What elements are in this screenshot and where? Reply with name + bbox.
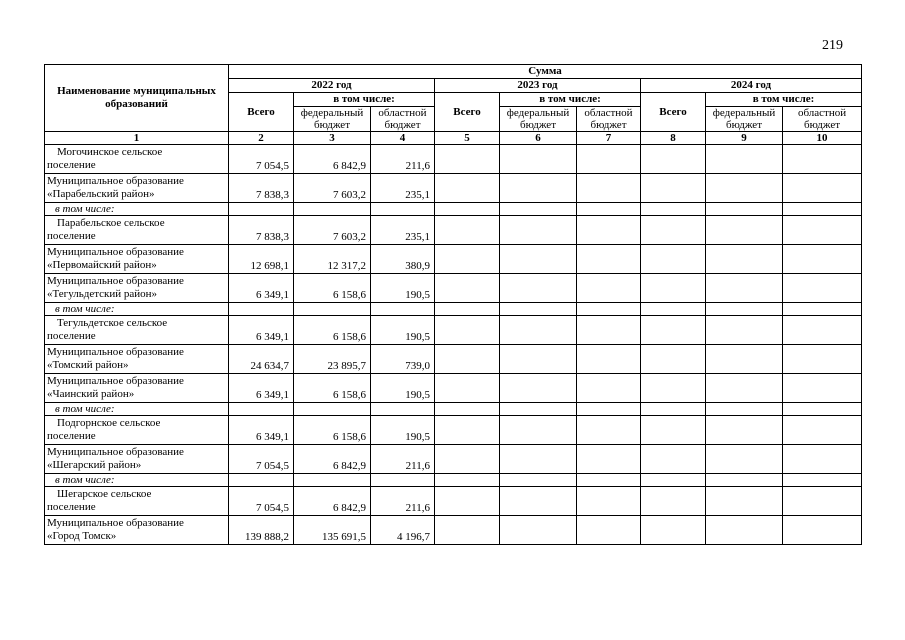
empty-cell <box>500 416 577 445</box>
federal-header-2023: федеральный бюджет <box>500 107 577 132</box>
empty-cell <box>783 245 862 274</box>
empty-cell <box>783 416 862 445</box>
municipality-name-line: поселение <box>47 501 96 513</box>
empty-cell <box>500 245 577 274</box>
empty-cell <box>641 403 706 416</box>
total-header-2023: Всего <box>435 93 500 132</box>
total-2022-value: 7 838,3 <box>229 216 294 245</box>
regional-2022-value: 190,5 <box>371 374 435 403</box>
empty-cell <box>500 174 577 203</box>
column-number: 9 <box>706 132 783 145</box>
empty-cell <box>641 303 706 316</box>
year-2024-header: 2024 год <box>641 79 862 93</box>
empty-cell <box>706 403 783 416</box>
regional-header-2022: областной бюджет <box>371 107 435 132</box>
table-row <box>45 274 862 303</box>
empty-cell <box>500 145 577 174</box>
regional-2022-value: 211,6 <box>371 445 435 474</box>
empty-cell <box>229 203 294 216</box>
including-label: в том числе: <box>45 403 229 416</box>
empty-cell <box>783 474 862 487</box>
column-number: 5 <box>435 132 500 145</box>
empty-cell <box>783 403 862 416</box>
empty-cell <box>294 474 371 487</box>
municipality-name-line: «Первомайский район» <box>47 259 157 271</box>
empty-cell <box>577 145 641 174</box>
municipality-name <box>45 145 229 174</box>
empty-cell <box>294 403 371 416</box>
regional-2022-value: 190,5 <box>371 274 435 303</box>
municipality-name <box>45 487 229 516</box>
federal-2022-value: 6 842,9 <box>294 445 371 474</box>
column-number: 7 <box>577 132 641 145</box>
empty-cell <box>641 203 706 216</box>
municipality-name-line: «Город Томск» <box>47 530 117 542</box>
regional-2022-value: 235,1 <box>371 174 435 203</box>
empty-cell <box>641 316 706 345</box>
total-2022-value: 7 054,5 <box>229 145 294 174</box>
total-2022-value: 7 054,5 <box>229 487 294 516</box>
total-header-2024: Всего <box>641 93 706 132</box>
empty-cell <box>577 516 641 545</box>
empty-cell <box>500 203 577 216</box>
empty-cell <box>783 174 862 203</box>
empty-cell <box>500 316 577 345</box>
empty-cell <box>435 303 500 316</box>
empty-cell <box>641 245 706 274</box>
municipality-name-line: Муниципальное образование <box>47 175 184 187</box>
empty-cell <box>577 274 641 303</box>
municipality-name-line: Муниципальное образование <box>47 346 184 358</box>
empty-cell <box>783 216 862 245</box>
municipality-name-line: Тегульдетское сельское <box>57 317 168 329</box>
regional-2022-value: 4 196,7 <box>371 516 435 545</box>
including-label: в том числе: <box>45 303 229 316</box>
municipality-name-line: Муниципальное образование <box>47 446 184 458</box>
empty-cell <box>706 416 783 445</box>
municipality-name-line: Муниципальное образование <box>47 517 184 529</box>
empty-cell <box>783 445 862 474</box>
empty-cell <box>641 274 706 303</box>
total-2022-value: 7 054,5 <box>229 445 294 474</box>
empty-cell <box>641 145 706 174</box>
federal-2022-value: 12 317,2 <box>294 245 371 274</box>
federal-2022-value: 6 842,9 <box>294 145 371 174</box>
including-label: в том числе: <box>45 474 229 487</box>
empty-cell <box>706 516 783 545</box>
federal-2022-value: 6 158,6 <box>294 316 371 345</box>
table-row <box>45 145 862 174</box>
empty-cell <box>706 174 783 203</box>
federal-2022-value: 6 842,9 <box>294 487 371 516</box>
municipality-name-line: Муниципальное образование <box>47 375 184 387</box>
empty-cell <box>435 245 500 274</box>
empty-cell <box>500 445 577 474</box>
empty-cell <box>783 316 862 345</box>
empty-cell <box>641 374 706 403</box>
including-row <box>45 303 862 316</box>
empty-cell <box>641 487 706 516</box>
municipality-name-line: «Парабельский район» <box>47 188 155 200</box>
municipality-name <box>45 274 229 303</box>
empty-cell <box>577 374 641 403</box>
municipality-name <box>45 316 229 345</box>
municipality-name-line: Подгорнское сельское <box>57 417 161 429</box>
column-number: 6 <box>500 132 577 145</box>
empty-cell <box>641 345 706 374</box>
federal-header-2022: федеральный бюджет <box>294 107 371 132</box>
empty-cell <box>229 474 294 487</box>
column-number: 2 <box>229 132 294 145</box>
empty-cell <box>435 474 500 487</box>
federal-2022-value: 6 158,6 <box>294 374 371 403</box>
federal-2022-value: 135 691,5 <box>294 516 371 545</box>
empty-cell <box>435 374 500 403</box>
incl-header-2024: в том числе: <box>706 93 862 107</box>
empty-cell <box>435 274 500 303</box>
municipality-name-line: «Томский район» <box>47 359 129 371</box>
table-row <box>45 516 862 545</box>
empty-cell <box>500 487 577 516</box>
table-row <box>45 416 862 445</box>
federal-2022-value: 6 158,6 <box>294 416 371 445</box>
empty-cell <box>229 303 294 316</box>
empty-cell <box>706 145 783 174</box>
incl-header-2022: в том числе: <box>294 93 435 107</box>
empty-cell <box>371 474 435 487</box>
table-row <box>45 316 862 345</box>
table-row <box>45 345 862 374</box>
municipality-name <box>45 445 229 474</box>
municipality-name-line: поселение <box>47 330 96 342</box>
empty-cell <box>783 487 862 516</box>
municipality-name-line: Шегарское сельское <box>57 488 152 500</box>
empty-cell <box>500 374 577 403</box>
table-row <box>45 445 862 474</box>
table-body <box>45 145 862 545</box>
municipality-name-line: Парабельское сельское <box>57 217 165 229</box>
empty-cell <box>577 474 641 487</box>
municipality-name-line: «Чаинский район» <box>47 388 135 400</box>
column-number: 4 <box>371 132 435 145</box>
column-number: 3 <box>294 132 371 145</box>
empty-cell <box>783 345 862 374</box>
municipality-name-line: «Тегульдетский район» <box>47 288 158 300</box>
table-row <box>45 174 862 203</box>
table-row <box>45 216 862 245</box>
municipality-name <box>45 416 229 445</box>
regional-2022-value: 190,5 <box>371 416 435 445</box>
empty-cell <box>577 303 641 316</box>
empty-cell <box>500 216 577 245</box>
empty-cell <box>706 474 783 487</box>
empty-cell <box>783 516 862 545</box>
municipality-name-line: поселение <box>47 430 96 442</box>
empty-cell <box>577 174 641 203</box>
empty-cell <box>706 245 783 274</box>
table-header <box>45 65 862 145</box>
total-2022-value: 139 888,2 <box>229 516 294 545</box>
empty-cell <box>435 487 500 516</box>
year-2023-header: 2023 год <box>435 79 641 93</box>
empty-cell <box>435 216 500 245</box>
empty-cell <box>577 403 641 416</box>
empty-cell <box>577 203 641 216</box>
municipality-name <box>45 174 229 203</box>
name-column-header: Наименование муниципальных образований <box>45 65 229 132</box>
table-row <box>45 245 862 274</box>
empty-cell <box>706 303 783 316</box>
empty-cell <box>500 403 577 416</box>
empty-cell <box>577 316 641 345</box>
regional-header-2024: областной бюджет <box>783 107 862 132</box>
municipality-name-line: Муниципальное образование <box>47 246 184 258</box>
column-number: 1 <box>45 132 229 145</box>
empty-cell <box>706 374 783 403</box>
empty-cell <box>706 445 783 474</box>
including-row <box>45 474 862 487</box>
empty-cell <box>641 416 706 445</box>
federal-2022-value: 23 895,7 <box>294 345 371 374</box>
total-header-2022: Всего <box>229 93 294 132</box>
empty-cell <box>371 203 435 216</box>
regional-2022-value: 211,6 <box>371 487 435 516</box>
empty-cell <box>641 216 706 245</box>
municipality-name-line: поселение <box>47 159 96 171</box>
municipality-name-line: Муниципальное образование <box>47 275 184 287</box>
page-number: 219 <box>822 38 843 53</box>
empty-cell <box>577 445 641 474</box>
including-row <box>45 203 862 216</box>
regional-header-2023: областной бюджет <box>577 107 641 132</box>
incl-header-2023: в том числе: <box>500 93 641 107</box>
including-label: в том числе: <box>45 203 229 216</box>
empty-cell <box>371 303 435 316</box>
federal-2022-value: 6 158,6 <box>294 274 371 303</box>
regional-2022-value: 739,0 <box>371 345 435 374</box>
municipality-name-line: поселение <box>47 230 96 242</box>
empty-cell <box>229 403 294 416</box>
total-2022-value: 6 349,1 <box>229 374 294 403</box>
regional-2022-value: 235,1 <box>371 216 435 245</box>
municipality-name <box>45 374 229 403</box>
empty-cell <box>435 174 500 203</box>
including-row <box>45 403 862 416</box>
empty-cell <box>706 274 783 303</box>
regional-2022-value: 211,6 <box>371 145 435 174</box>
sum-header: Сумма <box>229 65 862 79</box>
empty-cell <box>783 374 862 403</box>
empty-cell <box>577 216 641 245</box>
empty-cell <box>577 245 641 274</box>
budget-table <box>44 64 862 545</box>
empty-cell <box>706 216 783 245</box>
empty-cell <box>500 474 577 487</box>
municipality-name-line: «Шегарский район» <box>47 459 142 471</box>
column-number-row <box>45 132 862 145</box>
empty-cell <box>435 416 500 445</box>
empty-cell <box>783 203 862 216</box>
column-number: 8 <box>641 132 706 145</box>
empty-cell <box>500 516 577 545</box>
empty-cell <box>371 403 435 416</box>
municipality-name <box>45 216 229 245</box>
empty-cell <box>500 345 577 374</box>
empty-cell <box>435 203 500 216</box>
empty-cell <box>783 145 862 174</box>
empty-cell <box>706 203 783 216</box>
empty-cell <box>641 474 706 487</box>
empty-cell <box>706 487 783 516</box>
federal-2022-value: 7 603,2 <box>294 174 371 203</box>
total-2022-value: 7 838,3 <box>229 174 294 203</box>
empty-cell <box>435 145 500 174</box>
table-row <box>45 487 862 516</box>
empty-cell <box>294 303 371 316</box>
empty-cell <box>500 303 577 316</box>
empty-cell <box>641 516 706 545</box>
empty-cell <box>435 316 500 345</box>
empty-cell <box>435 403 500 416</box>
empty-cell <box>783 274 862 303</box>
regional-2022-value: 380,9 <box>371 245 435 274</box>
regional-2022-value: 190,5 <box>371 316 435 345</box>
empty-cell <box>706 345 783 374</box>
municipality-name <box>45 516 229 545</box>
year-2022-header: 2022 год <box>229 79 435 93</box>
total-2022-value: 12 698,1 <box>229 245 294 274</box>
table-row <box>45 374 862 403</box>
empty-cell <box>577 416 641 445</box>
empty-cell <box>706 316 783 345</box>
empty-cell <box>294 203 371 216</box>
federal-2022-value: 7 603,2 <box>294 216 371 245</box>
empty-cell <box>577 487 641 516</box>
empty-cell <box>641 445 706 474</box>
column-number: 10 <box>783 132 862 145</box>
total-2022-value: 6 349,1 <box>229 274 294 303</box>
municipality-name <box>45 245 229 274</box>
federal-header-2024: федеральный бюджет <box>706 107 783 132</box>
empty-cell <box>435 516 500 545</box>
total-2022-value: 24 634,7 <box>229 345 294 374</box>
total-2022-value: 6 349,1 <box>229 316 294 345</box>
municipality-name-line: Могочинское сельское <box>57 146 163 158</box>
municipality-name <box>45 345 229 374</box>
total-2022-value: 6 349,1 <box>229 416 294 445</box>
empty-cell <box>435 445 500 474</box>
empty-cell <box>435 345 500 374</box>
empty-cell <box>641 174 706 203</box>
empty-cell <box>500 274 577 303</box>
empty-cell <box>577 345 641 374</box>
empty-cell <box>783 303 862 316</box>
